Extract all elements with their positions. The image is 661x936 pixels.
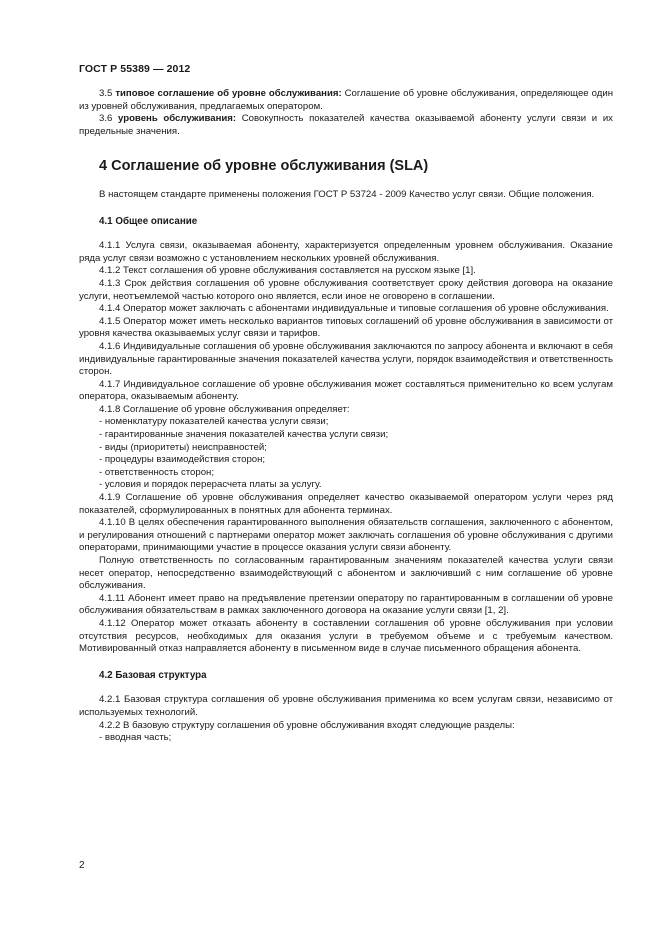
paragraph: - процедуры взаимодействия сторон; (99, 454, 266, 466)
paragraph: - гарантированные значения показателей качества услуги связи; (99, 429, 389, 441)
section-4-intro: В настоящем стандарте применены положения ГОСТ Р 53724 - 2009 Качество услуг связи. Общие положения. (99, 188, 595, 200)
paragraph: 4.2.1 Базовая структура соглашения об уровне обслуживания применима ко всем услугам связи, независимо от используемых технологий. (79, 694, 613, 718)
paragraph: 4.1.4 Оператор может заключать с абонентами индивидуальные и типовые соглашения об уровне обслуживания. (99, 303, 609, 315)
subsection-4-1-body (79, 240, 613, 656)
subsection-4-2-body (79, 694, 613, 744)
paragraph: 4.1.3 Срок действия соглашения об уровне обслуживания соответствует сроку действия договора на оказание услуги, неотъемлемой частью которого оно является, если иное не оговорено в соглашении. (79, 277, 613, 302)
definition-3-6: 3.6 уровень обслуживания: Совокупность показателей качества оказываемой абоненту услуги связи и их предельные значения. (79, 113, 613, 137)
paragraph: - виды (приоритеты) неисправностей; (99, 441, 267, 453)
paragraph: - условия и порядок перерасчета платы за услугу. (99, 479, 322, 491)
document-body (79, 88, 613, 745)
definition-3-5: 3.5 типовое соглашение об уровне обслуживания: Соглашение об уровне обслуживания, определяющее один из уровней обслуживания, предлагаемых оператором. (79, 88, 613, 112)
subsection-4-1-title: 4.1 Общее описание (99, 215, 198, 227)
paragraph: 4.1.9 Соглашение об уровне обслуживания определяет качество оказываемой оператором услуги через ряд показателей, сформулированных в понятных для абонента терминах. (79, 492, 613, 516)
page-number: 2 (79, 860, 85, 871)
paragraph: 4.1.6 Индивидуальные соглашения об уровне обслуживания заключаются по запросу абонента и включают в себя индивидуальные гарантированные значения показателей качества услуги, порядок взаимодействия и ответственность сторон. (79, 340, 613, 378)
paragraph: 4.1.1 Услуга связи, оказываемая абоненту, характеризуется определенным уровнем обслуживания. Оказание ряда услуг связи возможно с установлением нескольких уровней обслуживания. (79, 240, 613, 264)
paragraph: 4.1.5 Оператор может иметь несколько вариантов типовых соглашений об уровне обслуживания в зависимости от уровня качества оказываемых услуг связи и тарифов. (79, 315, 613, 340)
paragraph: Полную ответственность по согласованным гарантированным значениям показателей качества услуги связи несет оператор, непосредственно взаимодействующий с абонентом и заключивший с ним соглашение об уровне обслуживания. (79, 555, 613, 592)
paragraph: 4.1.2 Текст соглашения об уровне обслуживания составляется на русском языке [1]. (99, 265, 476, 277)
paragraph: 4.2.2 В базовую структуру соглашения об уровне обслуживания входят следующие разделы: (99, 719, 515, 731)
paragraph: 4.1.10 В целях обеспечения гарантированного выполнения обязательств соглашения, заключенного с абонентом, и регулирования отношений с партнерами оператор может заключать соглашения об уровне обслуживания с другими операторами, принимающими участие в процессе оказания услуги связи абоненту. (79, 517, 613, 554)
paragraph: 4.1.12 Оператор может отказать абоненту в составлении соглашения об уровне обслуживания при условии отсутствия ресурсов, необходимых для оказания услуги в требуемом объеме и с требуемым качеством. Мотивированный отказ направляется абоненту в письменном виде в случае письменного обращения абонента. (79, 617, 613, 655)
document-header: ГОСТ Р 55389 — 2012 (79, 63, 191, 75)
paragraph: - вводная часть; (99, 732, 172, 744)
subsection-4-2-title: 4.2 Базовая структура (99, 669, 207, 681)
paragraph: 4.1.11 Абонент имеет право на предъявление претензии оператору по гарантированным в соглашении об уровне обслуживания обязательствам в рамках заключенного договора на оказание услуги связи [1, 2]. (79, 592, 613, 617)
section-4-title: 4 Соглашение об уровне обслуживания (SLA) (99, 158, 429, 175)
paragraph: 4.1.8 Соглашение об уровне обслуживания определяет: (99, 403, 350, 415)
paragraph: - ответственность сторон; (99, 466, 215, 478)
paragraph: 4.1.7 Индивидуальное соглашение об уровне обслуживания может составляться применительно ко всем услугам оператора, оказываемым абоненту. (79, 378, 613, 403)
paragraph: - номенклатуру показателей качества услуги связи; (99, 416, 329, 428)
